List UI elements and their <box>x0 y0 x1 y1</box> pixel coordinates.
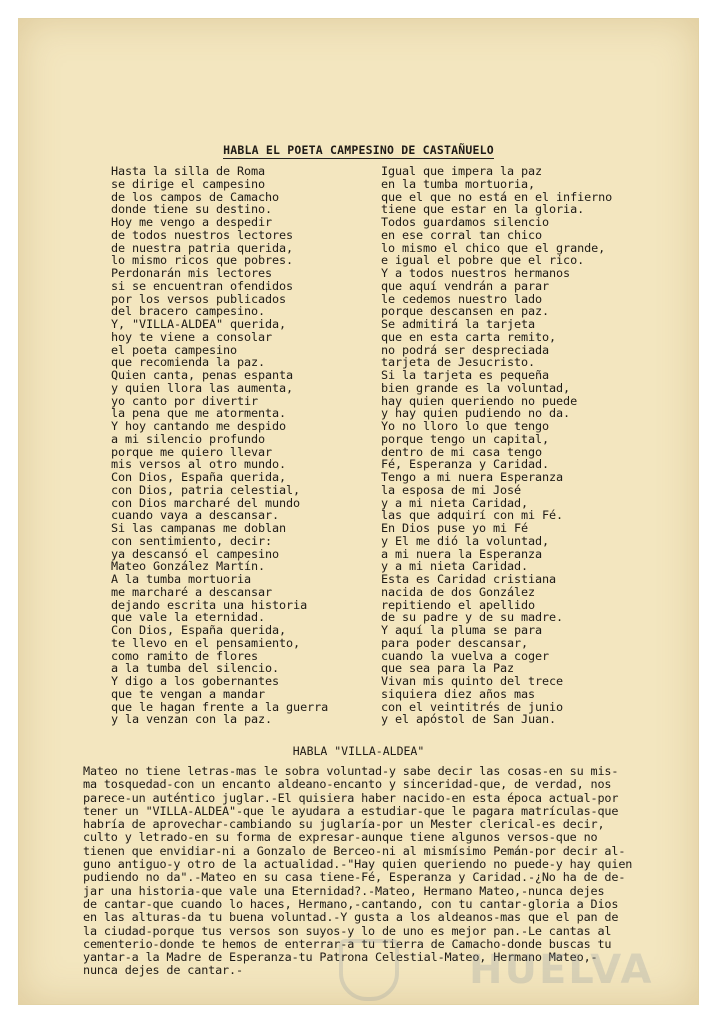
poem-line: Hasta la silla de Roma <box>111 164 266 178</box>
poem-line: que le hagan frente a la guerra <box>111 699 329 714</box>
poem-line: del bracero campesino. <box>111 304 266 319</box>
prose-line: la ciudad-porque tus versos son suyos-y lo de uno es mejor pan.-Le cantas al <box>83 923 612 938</box>
prose-line: nunca dejes de cantar.- <box>83 963 243 978</box>
poem-line: le cedemos nuestro lado <box>381 291 543 306</box>
poem-line: dentro de mi casa tengo <box>381 444 543 459</box>
poem-line: dejando escrita una historia <box>111 597 308 612</box>
poem-line: si se encuentran ofendidos <box>111 278 294 293</box>
poem-line: que te vengan a mandar <box>111 686 266 701</box>
document-title <box>19 143 698 157</box>
poem-line: siquiera diez años mas <box>381 686 536 701</box>
poem-line: se dirige el campesino <box>111 176 266 191</box>
poem-line: con Dios marcharé del mundo <box>111 495 301 510</box>
poem-line: mis versos al otro mundo. <box>111 457 287 472</box>
title-text: HABLA EL POETA CAMPESINO DE CASTAÑUELO <box>223 143 494 157</box>
prose-line: habría de aprovechar-cambiando su juglaría-por un Mester clerical-es decir, <box>83 817 605 832</box>
poem-line: con el veintitrés de junio <box>381 699 564 714</box>
poem-line: lo mismo ricos que pobres. <box>111 253 294 268</box>
poem-line: que recomienda la paz. <box>111 355 266 370</box>
poem-line: la esposa de mi José <box>381 482 522 497</box>
poem-line: me marcharé a descansar <box>111 584 273 599</box>
prose-line: Mateo no tiene letras-mas le sobra voluntad-y sabe decir las cosas-en su mis- <box>83 764 619 778</box>
prose-line: guno antiguo-y otro de la actualidad.-"Hay quien queriendo no puede-y hay quien <box>83 857 633 872</box>
poem-column-right <box>381 165 612 726</box>
poem-column-left <box>111 165 328 726</box>
poem-line: Y digo a los gobernantes <box>111 674 280 688</box>
poem-line: y la venzan con la paz. <box>111 712 273 727</box>
poem-line: Y hoy cantando me despido <box>111 419 287 433</box>
prose-line: ma tosquedad-con un encanto aldeano-encanto y sinceridad-que, de verdad, nos <box>83 777 612 792</box>
shield-crest-icon <box>339 939 399 1001</box>
prose-line: jar una historia-que vale una Eternidad?.-Mateo, Hermano Mateo,-nunca dejes <box>83 883 605 898</box>
poem-line: En Dios puse yo mi Fé <box>381 521 529 535</box>
poem-line: de los campos de Camacho <box>111 189 280 204</box>
poem-line: con Dios, patria celestial, <box>111 482 301 497</box>
poem-line: Igual que impera la paz <box>381 164 543 178</box>
poem-line: Con Dios, España querida, <box>111 470 287 484</box>
poem-line: Con Dios, España querida, <box>111 623 287 637</box>
poem-line: Si las campanas me doblan <box>111 521 287 535</box>
archive-watermark <box>319 937 659 1007</box>
poem-line: a la tumba del silencio. <box>111 661 280 676</box>
poem-line: y a mi nieta Caridad. <box>381 559 529 574</box>
prose-line: parece-un auténtico juglar.-El quisiera haber nacido-en esta época actual-por <box>83 790 619 805</box>
poem-line: Fé, Esperanza y Caridad. <box>381 457 550 472</box>
poem-line: de su padre y de su madre. <box>381 610 564 625</box>
poem-line: que aquí vendrán a parar <box>381 278 550 293</box>
prose-line: pudiendo no da".-Mateo en su casa tiene-Fé, Esperanza y Caridad.-¿No ha de de- <box>83 870 626 885</box>
poem-line: de nuestra patria querida, <box>111 240 294 255</box>
poem-line: Yo no lloro lo que tengo <box>381 419 550 433</box>
poem-line: y quien llora las aumenta, <box>111 380 294 395</box>
poem-line: que en esta carta remito, <box>381 329 557 344</box>
poem-line: cuando la vuelva a coger <box>381 648 550 663</box>
poem-line: no podrá ser despreciada <box>381 342 550 357</box>
poem-line: y hay quien pudiendo no da. <box>381 406 571 421</box>
poem-line: Y a todos nuestros hermanos <box>381 266 571 280</box>
poem-line: repitiendo el apellido <box>381 597 536 612</box>
poem-line: hay quien queriendo no puede <box>381 393 578 408</box>
poem-line: que el que no está en el infierno <box>381 189 613 204</box>
poem-line: porque tengo un capital, <box>381 431 550 446</box>
poem-line: ya descansó el campesino <box>111 546 280 561</box>
poem-line: Vivan mis quinto del trece <box>381 674 564 688</box>
poem-line: Y, "VILLA-ALDEA" querida, <box>111 317 287 331</box>
poem-line: cuando vaya a descansar. <box>111 508 280 523</box>
watermark-text: HUELVA <box>469 947 654 993</box>
poem-line: y a mi nieta Caridad, <box>381 495 529 510</box>
poem-line: que vale la eternidad. <box>111 610 266 625</box>
poem-line: te llevo en el pensamiento, <box>111 635 301 650</box>
prose-line: tienen que envidiar-ni a Gonzalo de Berceo-ni al mismísimo Pemán-por decir al- <box>83 843 626 858</box>
poem-line: tiene que estar en la gloria. <box>381 202 585 217</box>
poem-line: para poder descansar, <box>381 635 529 650</box>
poem-line: por los versos publicados <box>111 291 287 306</box>
poem-line: Si la tarjeta es pequeña <box>381 368 550 382</box>
poem-line: en ese corral tan chico <box>381 227 543 242</box>
poem-line: A la tumba mortuoria <box>111 572 252 586</box>
poem-line: lo mismo el chico que el grande, <box>381 240 606 255</box>
poem-line: Todos guardamos silencio <box>381 215 550 229</box>
poem-line: Perdonarán mis lectores <box>111 266 273 280</box>
poem-line: con sentimiento, decir: <box>111 533 273 548</box>
poem-line: Hoy me vengo a despedir <box>111 215 273 229</box>
poem-line: y El me dió la voluntad, <box>381 533 550 548</box>
poem-line: a mi silencio profundo <box>111 431 266 446</box>
poem-line: e igual el pobre que el rico. <box>381 253 585 268</box>
prose-line: cementerio-donde te hemos de enterrar-a tu tierra de Camacho-donde buscas tu <box>83 936 612 951</box>
poem-line: en la tumba mortuoria, <box>381 176 536 191</box>
poem-line: yo canto por divertir <box>111 393 259 408</box>
poem-line: Quien canta, penas espanta <box>111 368 294 382</box>
poem-line: la pena que me atormenta. <box>111 406 287 421</box>
poem-line: las que adquirí con mi Fé. <box>381 508 564 523</box>
prose-line: tener un "VILLA-ALDEA"-que le ayudara a estudiar-que le pagara matrículas-que <box>83 803 619 818</box>
poem-line: y el apóstol de San Juan. <box>381 712 557 727</box>
section-subtitle: HABLA "VILLA-ALDEA" <box>292 744 425 758</box>
poem-line: Esta es Caridad cristiana <box>381 572 557 586</box>
poem-line: que sea para la Paz <box>381 661 515 676</box>
poem-line: Se admitirá la tarjeta <box>381 317 536 331</box>
poem-line: hoy te viene a consolar <box>111 329 273 344</box>
poem-line: Mateo González Martín. <box>111 559 266 574</box>
document-page <box>18 18 699 1005</box>
prose-line: yantar-a la Madre de Esperanza-tu Patrona Celestial-Mateo, Hermano Mateo,- <box>83 950 598 965</box>
poem-line: como ramito de flores <box>111 648 259 663</box>
poem-line: donde tiene su destino. <box>111 202 273 217</box>
poem-line: porque me quiero llevar <box>111 444 273 459</box>
prose-line: de cantar-que cuando lo haces, Hermano,-cantando, con tu cantar-gloria a Dios <box>83 896 619 911</box>
poem-line: Y aquí la pluma se para <box>381 623 543 637</box>
poem-line: porque descansen en paz. <box>381 304 550 319</box>
poem-line: nacida de dos González <box>381 584 536 599</box>
prose-line: culto y letrado-en su forma de expresar-aunque tiene algunos versos-que no <box>83 830 598 845</box>
poem-line: Tengo a mi nuera Esperanza <box>381 470 564 484</box>
poem-line: el poeta campesino <box>111 342 238 357</box>
poem-line: tarjeta de Jesucristo. <box>381 355 536 370</box>
poem-line: de todos nuestros lectores <box>111 227 294 242</box>
poem-line: bien grande es la voluntad, <box>381 380 571 395</box>
poem-line: a mi nuera la Esperanza <box>381 546 543 561</box>
prose-line: en las alturas-da tu buena voluntad.-Y gusta a los aldeanos-mas que el pan de <box>83 910 619 925</box>
